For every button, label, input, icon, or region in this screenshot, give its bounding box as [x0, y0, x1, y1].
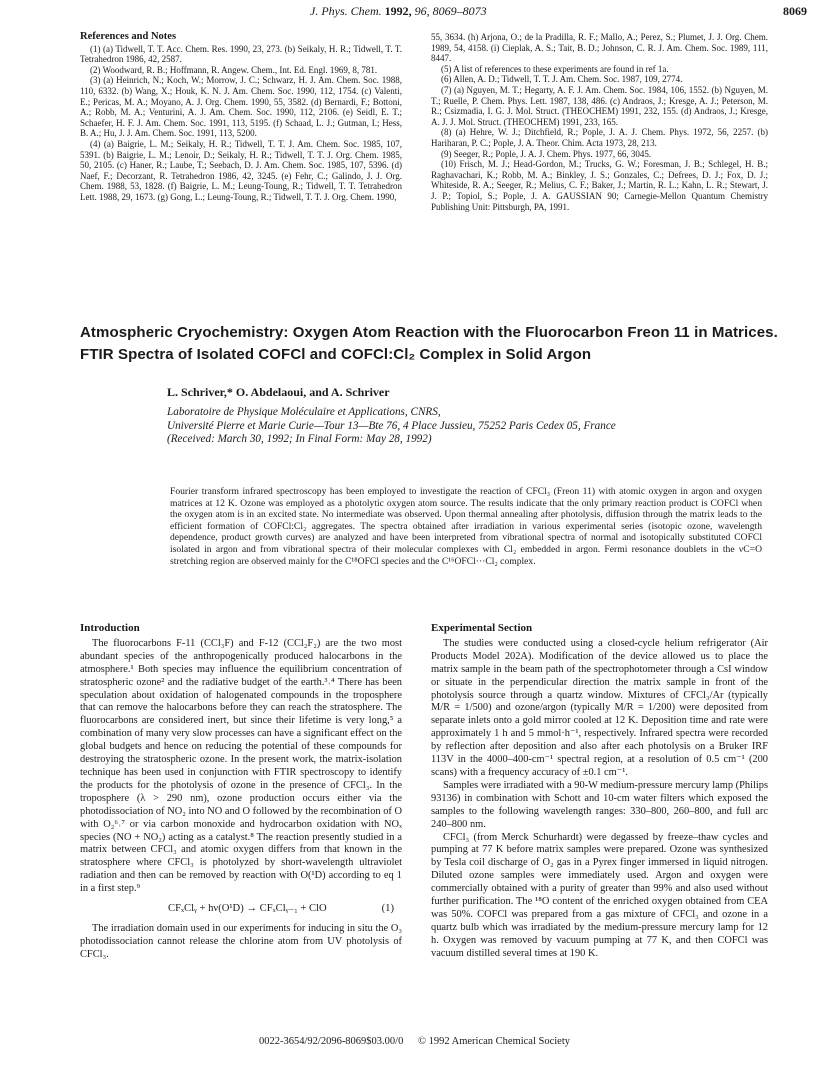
- references-left-column: [80, 32, 402, 203]
- affiliation-line: Laboratoire de Physique Moléculaire et Applications, CNRS,: [167, 406, 441, 418]
- experimental-paragraph: CFCl₃ (from Merck Schurhardt) were degassed by freeze–thaw cycles and pumping at 77 K before matrix samples were prepared. Ozone was synthesized by Tesla coil discharge of O₂ gas in a Pyrex finger immersed in liquid nitrogen. Diluted ozone samples were immediately used. Argon and oxygen were commercially obtained with a purity of greater than 99% and also used without further purification. The ¹⁸O content of the enriched oxygen obtained from CEA was 50%. COFCl was prepared from a gas mixture of CFCl₃ and ozone in a quartz bulb which was irradiated by the medium-pressure mercury lamp for 12 h. Oxygen was removed by vacuum pumping at 77 K, and then COFCl was vacuum distilled several times at 190 K.: [431, 831, 768, 959]
- author-affiliation: [167, 406, 767, 447]
- introduction-paragraph: The irradiation domain used in our experiments for inducing in situ the O₃ photodissociation cannot release the chlorine atom from UV photolysis of CFCl₃.: [80, 922, 402, 960]
- reference-item: (5) A list of references to these experiments are found in ref 1a.: [441, 63, 669, 74]
- running-head: [310, 4, 487, 19]
- volume-pages: 96, 8069–8073: [414, 4, 487, 18]
- page-footer: [0, 1036, 829, 1047]
- reference-item: (8) (a) Hehre, W. J.; Ditchfield, R.; Pople, J. A. J. Chem. Phys. 1972, 56, 2257. (b) Hariharan, P. C.; Pople, J. A. Theor. Chim. Acta 1973, 28, 213.: [431, 127, 768, 148]
- received-dates: (Received: March 30, 1992; In Final Form: May 28, 1992): [167, 433, 432, 446]
- article-code: 0022-3654/92/2096-8069$03.00/0: [258, 1036, 404, 1047]
- references-heading: References and Notes: [80, 31, 177, 42]
- article-title: Atmospheric Cryochemistry: Oxygen Atom Reaction with the Fluorocarbon Freon 11 in Matrices. FTIR Spectra of Isolated COFCl and COFCl:Cl₂ Complex in Solid Argon: [80, 324, 778, 363]
- reference-item: (2) Woodward, R. B.; Hoffmann, R. Angew. Chem., Int. Ed. Engl. 1969, 8, 781.: [90, 64, 378, 75]
- article-authors: L. Schriver,* O. Abdelaoui, and A. Schriver: [167, 385, 390, 399]
- equation-1: [80, 903, 402, 916]
- reference-item: (6) Allen, A. D.; Tidwell, T. T. J. Am. Chem. Soc. 1987, 109, 2774.: [441, 74, 683, 85]
- abstract: Fourier transform infrared spectroscopy has been employed to investigate the reaction of CFCl₃ (Freon 11) with atomic oxygen in argon and oxygen matrices at 12 K. Ozone was employed as a photolytic oxygen atom source. The results indicate that the only primary reaction product is COFCl when the oxygen atom is in an excited state. No intermediate was observed. Upon thermal annealing after photolysis, diffusion through the matrix leads to the efficient formation of COFCl:Cl₂ aggregates. The spectra obtained after irradiation in various experimental series (isotopic ozone, wavelength dependence, product growth curves) are analyzed and have been interpreted from vibrational spectra of normal and isotopically substituted COFCl isolated in argon and from vibrational spectra of their molecular complexes with Cl₂ embedded in argon. Fermi resonance doublets in the νC=O stretching region are observed mainly for the C¹⁸OFCl species and the C¹⁶OFCl···Cl₂ complex.: [170, 486, 762, 567]
- references-right-column: [431, 32, 768, 212]
- reference-item: (7) (a) Nguyen, M. T.; Hegarty, A. F. J. Am. Chem. Soc. 1984, 106, 1552. (b) Nguyen, M. T.; Ruelle, P. Chem. Phys. Lett. 1987, 138, 486. (c) Andraos, J.; Kresge, A. J.; Peterson, M. R.; Csizmadia, I. G. J. Mol. Struct. (THEOCHEM) 1991, 232, 155. (d) Andraos, J.; Kresge, A. J. J. Mol. Struct. (THEOCHEM) 1991, 233, 165.: [431, 84, 768, 127]
- introduction-paragraph: The fluorocarbons F-11 (CCl₃F) and F-12 (CCl₂F₂) are the two most abundant species of the anthropogenically produced halocarbons in the atmosphere.¹ Both species may influence the equilibrium concentration of stratospheric ozone² and the radiative budget of the earth.³˒⁴ There has been speculation about oxidation of halogenated compounds in the troposphere that can remove the halocarbons before they can reach the stratosphere. The fluorocarbons are considered inert, but since their lifetime is very long,⁵ a combination of many very slow processes can have a significant effect on the global budgets and hence on reducing the potential of these compounds for destroying the stratospheric ozone. In the present work, the matrix-isolation technique has been used in conjunction with FTIR spectroscopy to identify the products for the photolysis of ozone in the presence of CFCl₃. In the troposphere (λ > 290 nm), ozone production occurs either via the photodissociation of NO₂ into NO and O followed by the recombination of O with O₂⁶˒⁷ or via carbon monoxide and hydrocarbon oxidation with NOₓ species (NO + NO₂) acting as a catalyst.⁸ The reaction presently studied in a matrix between CFCl₃ and atomic oxygen differs from that known in the stratosphere where CFCl₃ is photolyzed by short-wavelength ultraviolet radiation and then can be removed by reaction with O(¹D) according to eq 1 in a first step.⁹: [80, 637, 402, 895]
- reference-item: (10) Frisch, M. J.; Head-Gordon, M.; Trucks, G. W.; Foresman, J. B.; Schlegel, H. B.; Raghavachari, K.; Robb, M. A.; Binkley, J. S.; Gonzales, C.; Defrees, D. J.; Fox, D. J.; Whiteside, R. A.; Seeger, R.; Melius, C. F.; Baker, J.; Martin, R. L.; Kahn, L. R.; Stewart, J. J. P.; Topiol, S.; Pople, J. A. GAUSSIAN 90; Carnegie-Mellon Quantum Chemistry Publishing Unit: Pittsburgh, PA, 1991.: [431, 159, 768, 212]
- experimental-paragraph: The studies were conducted using a closed-cycle helium refrigerator (Air Products Model 202A). Modification of the device allowed us to place the matrix sample in the beam path of the spectrophotometer through a CsI window or situate in the perpendicular direction the matrix sample in front of the photolysis source through a quartz window. Mixtures of CFCl₃/Ar (typically M/R = 1/500) and ozone/argon (typically M/R = 1/200) were deposited from separate inlets onto a gold mirror cooled at 12 K. Deposition time and rate were approximately 1 h and 5 mmol·h⁻¹, respectively. Infrared spectra were recorded by reflection after deposition and also after each photolysis on a Bruker IRF 113V in the 4000–400-cm⁻¹ spectral region, at a resolution of 0.5 cm⁻¹ (200 scans) with a frequency accuracy of ±0.1 cm⁻¹.: [431, 637, 768, 778]
- journal-name: J. Phys. Chem.: [310, 4, 382, 18]
- introduction-heading: Introduction: [80, 622, 140, 634]
- page-number: 8069: [783, 4, 807, 18]
- journal-year: 1992,: [384, 4, 412, 18]
- copyright-notice: © 1992 American Chemical Society: [417, 1036, 571, 1047]
- introduction-column: [80, 622, 402, 962]
- reference-item: (3) (a) Heinrich, N.; Koch, W.; Morrow, J. C.; Schwarz, H. J. Am. Chem. Soc. 1988, 110, 6332. (b) Wang, X.; Houk, K. N. J. Am. Chem. Soc. 1990, 112, 1754. (c) Valenti, E.; Pericas, M. A.; Moyano, A. J. Org. Chem. 1990, 55, 3582. (d) Bernardi, F.; Bottoni, A.; Robb, M. A.; Venturini, A. J. Am. Chem. Soc. 1990, 112, 2106. (e) Seidl, E. T.; Schaefer, H. F. J. Am. Chem. Soc. 1991, 113, 5195. (f) Schaad, L. J.; Gutman, I.; Hess, B. A.; Hu, J. J. Am. Chem. Soc. 1991, 113, 5200.: [80, 75, 402, 139]
- reference-item: 55, 3634. (h) Arjona, O.; de la Pradilla, R. F.; Mallo, A.; Perez, S.; Plumet, J. J. Org. Chem. 1989, 54, 4158. (i) Cieplak, A. S.; Tait, B. D.; Johnson, C. R. J. Am. Chem. Soc. 1989, 111, 8447.: [431, 32, 768, 64]
- experimental-heading: Experimental Section: [431, 622, 533, 634]
- experimental-column: [431, 622, 768, 961]
- reference-item: (4) (a) Baigrie, L. M.; Seikaly, H. R.; Tidwell, T. T. J. Am. Chem. Soc. 1985, 107, 5391. (b) Baigrie, L. M.; Lenoir, D.; Seikaly, H. R.; Tidwell, T. T. J. Org. Chem. 1985, 50, 2105. (c) Haner, R.; Laube, T.; Seebach, D. J. Am. Chem. Soc. 1985, 107, 5396. (d) Naef, F.; Decorzant, R. Tetrahedron 1986, 42, 3245. (e) Fehr, C.; Galindo, J. J. Org. Chem. 1988, 53, 1828. (f) Baigrie, L. M.; Leung-Toung, R.; Tidwell, T. T. Tetrahedron Lett. 1988, 29, 1673. (g) Gong, L.; Leung-Toung, R.; Tidwell, T. T. J. Org. Chem. 1990,: [80, 138, 402, 202]
- reference-item: (9) Seeger, R.; Pople, J. A. J. Chem. Phys. 1977, 66, 3045.: [441, 148, 652, 159]
- equation-number: (1): [381, 903, 394, 915]
- equation-body: CFₓClᵧ + hν(O¹D) → CFₓClᵧ₋₁ + ClO: [168, 903, 327, 915]
- reference-item: (1) (a) Tidwell, T. T. Acc. Chem. Res. 1990, 23, 273. (b) Seikaly, H. R.; Tidwell, T. T. Tetrahedron 1986, 42, 2587.: [80, 43, 402, 65]
- affiliation-line: Université Pierre et Marie Curie—Tour 13—Bte 76, 4 Place Jussieu, 75252 Paris Cedex 05, France: [167, 419, 616, 432]
- experimental-paragraph: Samples were irradiated with a 90-W medium-pressure mercury lamp (Philips 93136) in combination with Schott and 10-cm water filters which exposed the samples to the following wavelength ranges: 330–800, 260–800, and full arc 240–800 nm.: [431, 779, 769, 830]
